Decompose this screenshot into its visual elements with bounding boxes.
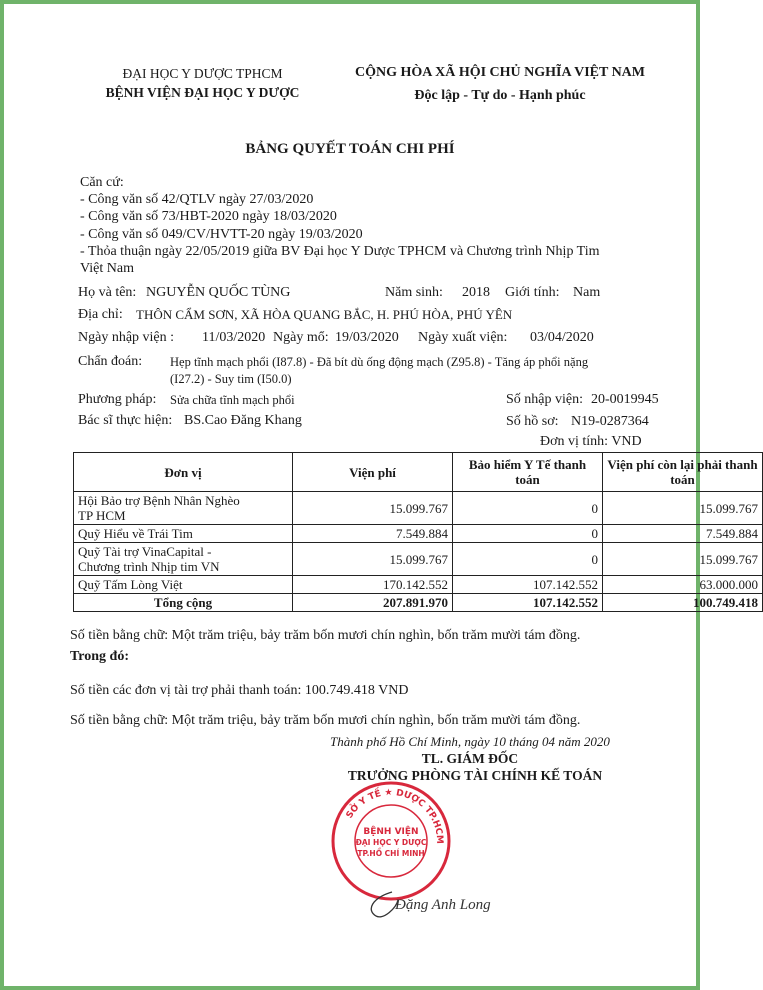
row-fee: 7.549.884 [293, 525, 453, 543]
row-remaining: 15.099.767 [603, 492, 763, 525]
row-insurance: 107.142.552 [453, 576, 603, 594]
stamp-ring-text: SỞ Y TẾ ★ DƯỢC TP.HCM [344, 787, 445, 845]
cost-table [73, 452, 763, 612]
gender-label: Giới tính: [505, 285, 560, 300]
hospital-stamp [328, 778, 454, 904]
surgery-label: Ngày mổ: [273, 330, 329, 345]
sign-date [330, 734, 610, 750]
stamp-text: ĐẠI HỌC Y DƯỢC [355, 838, 427, 847]
basis-label: Căn cứ: [80, 175, 124, 190]
stamp-text: TP.HỒ CHÍ MINH [357, 849, 425, 858]
record-no: N19-0287364 [571, 414, 649, 429]
row-remaining: 15.099.767 [603, 543, 763, 576]
signature: Đặng Anh Long [395, 897, 491, 913]
sponsor-amount: Số tiền các đơn vị tài trợ phải thanh toán: 100.749.418 VND [70, 683, 409, 698]
unit-line: Quỹ Tấm Lòng Việt [78, 577, 183, 592]
address-label: Địa chỉ: [78, 307, 123, 322]
doctor: BS.Cao Đăng Khang [184, 413, 302, 428]
table-row [74, 525, 763, 543]
method: Sửa chữa tĩnh mạch phổi [170, 393, 295, 407]
total-label: Tổng cộng [74, 594, 293, 612]
basis-item: - Công văn số 42/QTLV ngày 27/03/2020 [80, 192, 314, 207]
page-title: BẢNG QUYẾT TOÁN CHI PHÍ [245, 141, 455, 157]
doctor-label: Bác sĩ thực hiện: [78, 413, 173, 428]
header-motto: Độc lập - Tự do - Hạnh phúc [414, 88, 586, 103]
total-fee: 207.891.970 [293, 594, 453, 612]
sign-title: TRƯỞNG PHÒNG TÀI CHÍNH KẾ TOÁN [347, 768, 603, 783]
diagnosis-label: Chẩn đoán: [78, 354, 143, 369]
method-label: Phương pháp: [78, 392, 157, 407]
header-fee: Viện phí [293, 453, 453, 492]
date-month: 04 [542, 734, 555, 749]
address: THÔN CẨM SƠN, XÃ HÒA QUANG BẮC, H. PHÚ HÒA, PHÚ YÊN [136, 307, 513, 322]
unit-line: TP HCM [78, 508, 126, 523]
row-unit [74, 492, 293, 525]
diagnosis-line: Hẹp tĩnh mạch phổi (I87.8) - Đã bít dù ống động mạch (Z95.8) - Tăng áp phổi nặng [170, 355, 589, 369]
discharge-date: 03/04/2020 [530, 330, 594, 345]
admission-no: 20-0019945 [591, 392, 659, 407]
amount-in-words: Số tiền bằng chữ: Một trăm triệu, bảy trăm bốn mươi chín nghìn, bốn trăm mười tám đồng. [70, 628, 581, 643]
date-day: 10 [492, 734, 506, 749]
basis-item: - Công văn số 73/HBT-2020 ngày 18/03/2020 [80, 209, 337, 224]
table-row [74, 576, 763, 594]
table-row [74, 543, 763, 576]
in-which-label: Trong đó: [70, 649, 129, 664]
surgery-date: 19/03/2020 [335, 330, 399, 345]
record-no-label: Số hồ sơ: [506, 414, 559, 429]
name-label: Họ và tên: [78, 285, 137, 300]
date-year-label: năm [558, 734, 581, 749]
basis-item: Việt Nam [80, 261, 134, 276]
table-header-row [74, 453, 763, 492]
row-fee: 15.099.767 [293, 543, 453, 576]
header-insurance: Bảo hiểm Y Tế thanh toán [453, 453, 603, 492]
header-republic: CỘNG HÒA XÃ HỘI CHỦ NGHĨA VIỆT NAM [354, 65, 645, 80]
row-unit [74, 576, 293, 594]
birth-label: Năm sinh: [385, 285, 443, 300]
row-insurance: 0 [453, 492, 603, 525]
total-remaining: 100.749.418 [603, 594, 763, 612]
diagnosis-line: (I27.2) - Suy tim (I50.0) [170, 372, 292, 386]
header-unit: Đơn vị [74, 453, 293, 492]
basis-item: - Công văn số 049/CV/HVTT-20 ngày 19/03/2020 [80, 227, 363, 242]
gender: Nam [573, 285, 601, 300]
row-insurance: 0 [453, 525, 603, 543]
row-unit [74, 543, 293, 576]
admission-no-label: Số nhập viện: [506, 392, 583, 407]
patient-name: NGUYỄN QUỐC TÙNG [146, 285, 291, 300]
amount-in-words: Số tiền bằng chữ: Một trăm triệu, bảy trăm bốn mươi chín nghìn, bốn trăm mười tám đồng. [70, 713, 581, 728]
row-insurance: 0 [453, 543, 603, 576]
basis-item: - Thỏa thuận ngày 22/05/2019 giữa BV Đại học Y Dược TPHCM và Chương trình Nhịp Tim [80, 244, 600, 259]
birth-year: 2018 [462, 285, 490, 300]
discharge-label: Ngày xuất viện: [418, 330, 508, 345]
unit-line: Quỹ Tài trợ VinaCapital - [78, 544, 212, 559]
unit-line: Hội Bảo trợ Bệnh Nhân Nghèo [78, 493, 240, 508]
row-fee: 15.099.767 [293, 492, 453, 525]
admit-label: Ngày nhập viện : [78, 330, 175, 345]
row-fee: 170.142.552 [293, 576, 453, 594]
row-remaining: 63.000.000 [603, 576, 763, 594]
row-unit [74, 525, 293, 543]
date-month-label: tháng [509, 734, 539, 749]
total-insurance: 107.142.552 [453, 594, 603, 612]
table-row [74, 492, 763, 525]
date-year: 2020 [583, 734, 610, 749]
header-hospital: BỆNH VIỆN ĐẠI HỌC Y DƯỢC [105, 85, 300, 100]
stamp-text: BỆNH VIỆN [363, 827, 419, 837]
row-remaining: 7.549.884 [603, 525, 763, 543]
table-total-row [74, 594, 763, 612]
header-remaining: Viện phí còn lại phải thanh toán [603, 453, 763, 492]
signature-flourish [362, 890, 402, 920]
sign-title: TL. GIÁM ĐỐC [421, 751, 519, 766]
unit-line: Chương trình Nhịp tim VN [78, 559, 220, 574]
header-ministry: ĐẠI HỌC Y DƯỢC TPHCM [122, 66, 283, 81]
unit-line: Quỹ Hiểu về Trái Tim [78, 526, 193, 541]
admit-date: 11/03/2020 [202, 330, 266, 345]
date-prefix: Thành phố Hồ Chí Minh, ngày [330, 734, 490, 749]
unit-note: Đơn vị tính: VND [540, 434, 642, 449]
